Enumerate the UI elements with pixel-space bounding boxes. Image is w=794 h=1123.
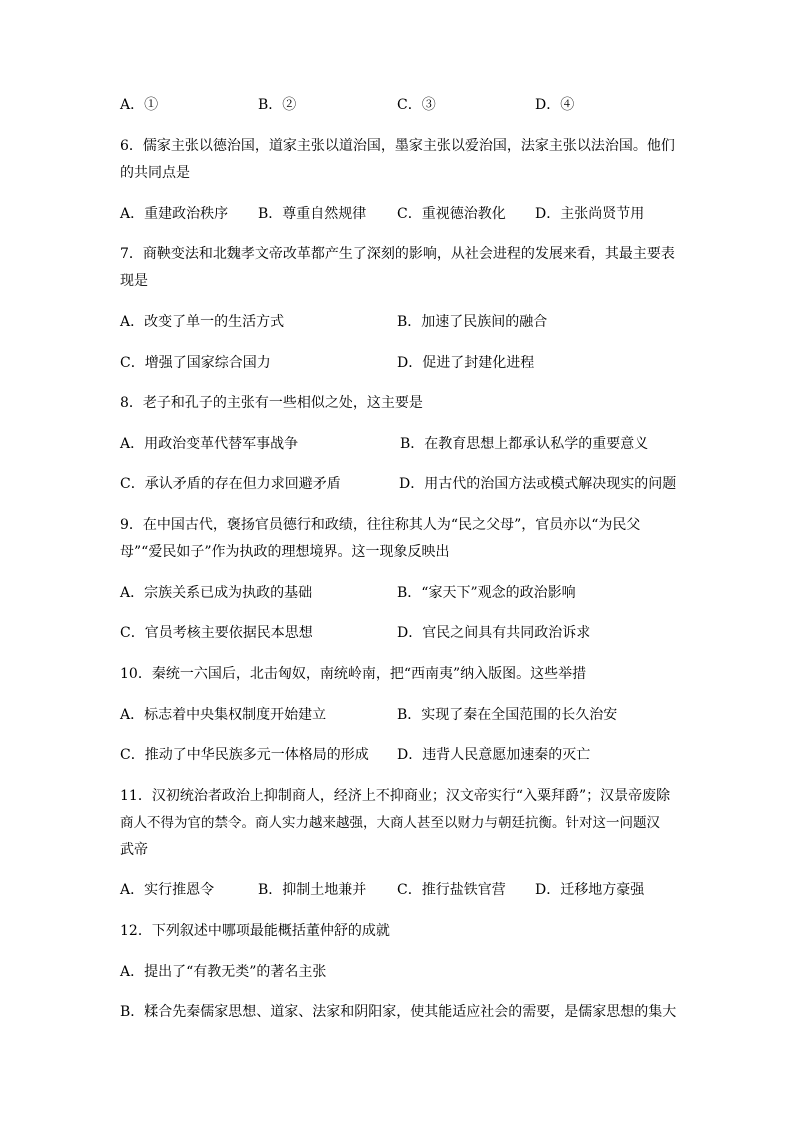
q11-stem-line-3: 武帝 [120,842,148,858]
q6-option-c[interactable]: C．重视德治教化 [397,206,506,222]
q6-option-d[interactable]: D．主张尚贤节用 [535,206,645,222]
q9-option-d[interactable]: D．官民之间具有共同政治诉求 [397,625,591,641]
q7-option-d[interactable]: D．促进了封建化进程 [397,355,535,371]
q10-option-c[interactable]: C．推动了中华民族多元一体格局的形成 [120,747,369,763]
q5-option-d[interactable]: D．④ [535,97,575,113]
q5-option-c[interactable]: C．③ [397,97,436,113]
q7-stem-line-2: 现是 [120,273,148,289]
q7-stem-line-1: 7．商鞅变法和北魏孝文帝改革都产生了深刻的影响，从社会进程的发展来看，其最主要表 [120,246,675,262]
q8-option-a[interactable]: A．用政治变革代替军事战争 [120,436,299,452]
q12-stem-line-1: 12．下列叙述中哪项最能概括董仲舒的成就 [120,923,390,939]
q10-option-d[interactable]: D．违背人民意愿加速秦的灭亡 [397,747,591,763]
q5-option-b[interactable]: B．② [258,97,297,113]
q5-option-a[interactable]: A．① [120,97,159,113]
q8-option-d[interactable]: D．用古代的治国方法或模式解决现实的问题 [399,476,677,492]
q12-option-b[interactable]: B．糅合先秦儒家思想、道家、法家和阴阳家，使其能适应社会的需要，是儒家思想的集大 [120,1004,677,1020]
q12-option-a[interactable]: A．提出了“有教无类”的著名主张 [120,964,327,980]
q8-option-b[interactable]: B．在教育思想上都承认私学的重要意义 [400,436,649,452]
q10-option-a[interactable]: A．标志着中央集权制度开始建立 [120,707,327,723]
q10-stem-line-1: 10．秦统一六国后，北击匈奴，南统岭南，把“西南夷”纳入版图。这些举措 [120,666,587,682]
q9-stem-line-2: 母”“爱民如子”作为执政的理想境界。这一现象反映出 [120,544,450,560]
q9-option-a[interactable]: A．宗族关系已成为执政的基础 [120,585,313,601]
q6-option-b[interactable]: B．尊重自然规律 [258,206,367,222]
q11-option-c[interactable]: C．推行盐铁官营 [397,882,506,898]
q9-stem-line-1: 9．在中国古代，褒扬官员德行和政绩，往往称其人为“民之父母”，官员亦以“为民父 [120,517,641,533]
q6-option-a[interactable]: A．重建政治秩序 [120,206,229,222]
q7-option-a[interactable]: A．改变了单一的生活方式 [120,314,285,330]
q9-option-c[interactable]: C．官员考核主要依据民本思想 [120,625,313,641]
q11-option-d[interactable]: D．迁移地方豪强 [535,882,645,898]
q11-option-b[interactable]: B．抑制土地兼并 [258,882,367,898]
q7-option-c[interactable]: C．增强了国家综合国力 [120,355,271,371]
q11-stem-line-1: 11．汉初统治者政治上抑制商人，经济上不抑商业；汉文帝实行“入粟拜爵”；汉景帝废除 [120,788,671,804]
q8-option-c[interactable]: C．承认矛盾的存在但力求回避矛盾 [120,476,341,492]
q11-stem-line-2: 商人不得为官的禁令。商人实力越来越强，大商人甚至以财力与朝廷抗衡。针对这一问题汉 [120,815,660,831]
q7-option-b[interactable]: B．加速了民族间的融合 [397,314,548,330]
q10-option-b[interactable]: B．实现了秦在全国范围的长久治安 [397,707,618,723]
q11-option-a[interactable]: A．实行推恩令 [120,882,215,898]
q8-stem-line-1: 8．老子和孔子的主张有一些相似之处，这主要是 [120,395,423,411]
q9-option-b[interactable]: B．“家天下”观念的政治影响 [397,585,576,601]
q6-stem-line-2: 的共同点是 [120,165,190,181]
q6-stem-line-1: 6．儒家主张以德治国，道家主张以道治国，墨家主张以爱治国，法家主张以法治国。他们 [120,138,675,154]
